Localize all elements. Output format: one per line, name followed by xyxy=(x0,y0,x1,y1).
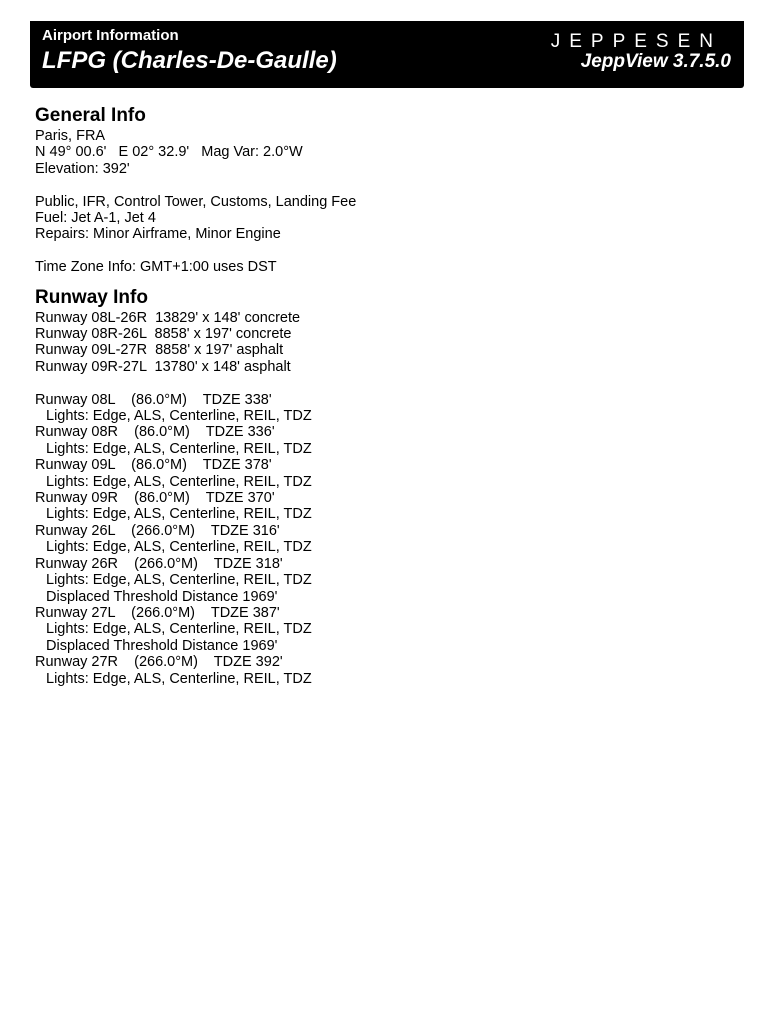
runway-detail-row: Runway 27L (266.0°M) TDZE 387' xyxy=(35,604,280,621)
timezone-line: Time Zone Info: GMT+1:00 uses DST xyxy=(35,259,277,276)
runway-detail-row: Runway 27R (266.0°M) TDZE 392' xyxy=(35,654,283,671)
runway-lights-row: Lights: Edge, ALS, Centerline, REIL, TDZ xyxy=(46,473,312,490)
runway-info-heading: Runway Info xyxy=(35,286,148,308)
elevation-line: Elevation: 392' xyxy=(35,160,130,177)
runway-detail-row: Runway 26L (266.0°M) TDZE 316' xyxy=(35,522,280,539)
runway-lights-row: Lights: Edge, ALS, Centerline, REIL, TDZ xyxy=(46,440,312,457)
runway-detail-row: Runway 09R (86.0°M) TDZE 370' xyxy=(35,490,275,507)
runway-detail-row: Runway 08R (86.0°M) TDZE 336' xyxy=(35,424,275,441)
header-subtitle: Airport Information xyxy=(42,27,179,44)
facilities-line: Public, IFR, Control Tower, Customs, Landing Fee xyxy=(35,193,357,210)
airport-title: LFPG (Charles-De-Gaulle) xyxy=(42,47,337,74)
section-gap xyxy=(35,276,735,286)
brand-logo-text: JEPPESEN xyxy=(550,31,722,52)
fuel-line: Fuel: Jet A-1, Jet 4 xyxy=(35,210,156,227)
runway-lights-row: Lights: Edge, ALS, Centerline, REIL, TDZ xyxy=(46,670,312,687)
runway-detail-row: Runway 26R (266.0°M) TDZE 318' xyxy=(35,555,283,572)
runway-threshold-row: Displaced Threshold Distance 1969' xyxy=(46,588,278,605)
coordinates-line: N 49° 00.6' E 02° 32.9' Mag Var: 2.0°W xyxy=(35,144,303,161)
location-line: Paris, FRA xyxy=(35,128,106,144)
header-bar xyxy=(30,21,744,88)
spacer xyxy=(35,243,735,259)
runway-summary-row: Runway 08R-26L 8858' x 197' concrete xyxy=(35,326,292,343)
spacer xyxy=(35,375,735,391)
runway-lights-row: Lights: Edge, ALS, Centerline, REIL, TDZ xyxy=(46,506,312,523)
runway-detail-row: Runway 09L (86.0°M) TDZE 378' xyxy=(35,457,272,474)
runway-detail-row: Runway 08L (86.0°M) TDZE 338' xyxy=(35,391,272,408)
runway-lights-row: Lights: Edge, ALS, Centerline, REIL, TDZ xyxy=(46,572,312,589)
runway-summary-row: Runway 09R-27L 13780' x 148' asphalt xyxy=(35,358,291,375)
runway-lights-row: Lights: Edge, ALS, Centerline, REIL, TDZ xyxy=(46,621,312,638)
document-content xyxy=(35,104,735,687)
runway-lights-row: Lights: Edge, ALS, Centerline, REIL, TDZ xyxy=(46,539,312,556)
general-info-heading: General Info xyxy=(35,105,146,126)
app-version: JeppView 3.7.5.0 xyxy=(580,51,731,72)
runway-summary-row: Runway 09L-27R 8858' x 197' asphalt xyxy=(35,342,284,359)
runway-threshold-row: Displaced Threshold Distance 1969' xyxy=(46,637,278,654)
runway-lights-row: Lights: Edge, ALS, Centerline, REIL, TDZ xyxy=(46,408,312,425)
spacer xyxy=(35,177,735,193)
runway-summary-row: Runway 08L-26R 13829' x 148' concrete xyxy=(35,309,301,326)
repairs-line: Repairs: Minor Airframe, Minor Engine xyxy=(35,226,281,243)
